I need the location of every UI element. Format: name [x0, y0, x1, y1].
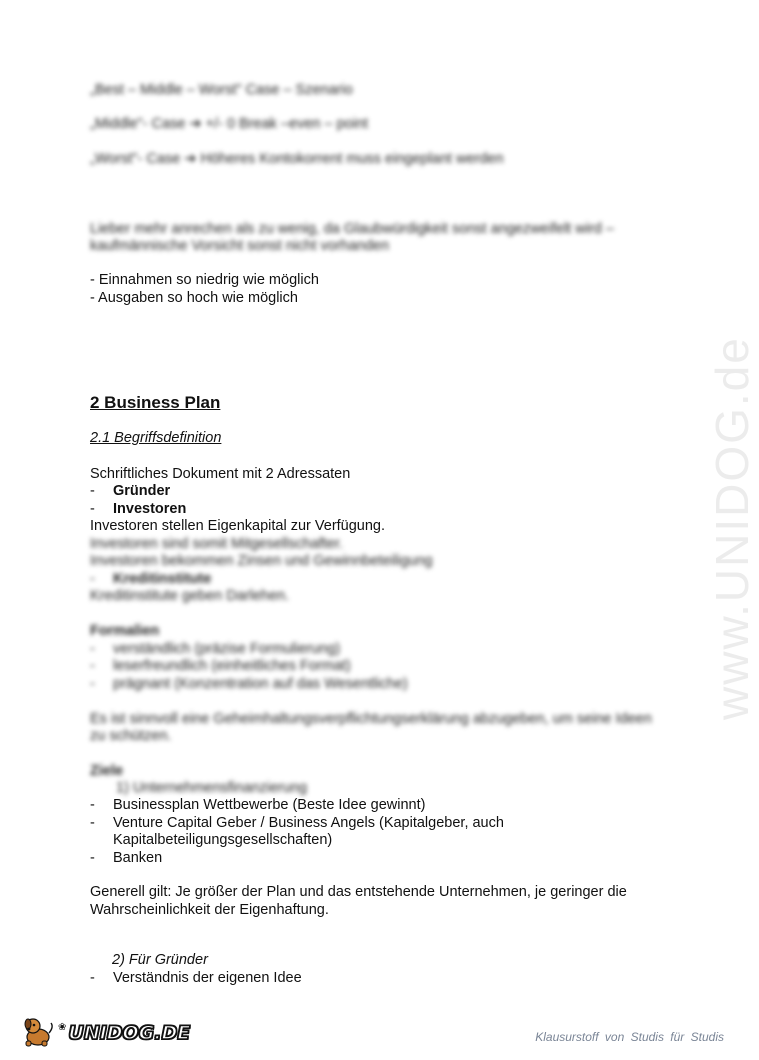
addressee-founder: Gründer [113, 483, 171, 499]
dog-icon [20, 1013, 56, 1053]
unidog-logo[interactable] [20, 1013, 190, 1053]
investors-line-1: Investoren stellen Eigenkapital zur Verfügung. [90, 518, 386, 534]
formalien-item: verständlich (präzise Formulierung) [113, 641, 341, 657]
secrecy-line-1: Es ist sinnvoll eine Geheimhaltungsverpflichtungserklärung abzugeben, um seine Ideen [90, 711, 652, 727]
scenario-title: „Best – Middle – Worst" Case – Szenario [90, 82, 353, 98]
general-line-1: Generell gilt: Je größer der Plan und das entstehende Unternehmen, je geringer die [90, 884, 627, 900]
list-dash: - [90, 641, 95, 657]
caution-line-1: Lieber mehr anrechen als zu wenig, da Glaubwürdigkeit sonst angezweifelt wird – [90, 221, 614, 237]
addressee-banks: Kreditinstitute [113, 571, 212, 587]
list-dash: - [90, 483, 95, 499]
rule-expenses: - Ausgaben so hoch wie möglich [90, 290, 298, 306]
addressee-investors: Investoren [113, 501, 187, 517]
investors-line-2: Investoren sind somit Mitgesellschafter. [90, 536, 344, 552]
ziele-item: Businessplan Wettbewerbe (Beste Idee gewinnt) [113, 797, 426, 813]
formalien-item: leserfreundlich (einheitliches Format) [113, 658, 351, 674]
ziele-item-continued: Kapitalbeteiligungsgesellschaften) [113, 832, 333, 848]
section-heading: 2 Business Plan [90, 393, 221, 412]
rule-income: - Einnahmen so niedrig wie möglich [90, 272, 319, 288]
formalien-heading: Formalien [90, 623, 160, 639]
kredit-line: Kreditinstitute geben Darlehen. [90, 588, 290, 604]
general-line-2: Wahrscheinlichkeit der Eigenhaftung. [90, 902, 329, 918]
list-dash: - [90, 970, 95, 986]
footer-tagline: Klausurstoff von Studis für Studis [535, 1030, 724, 1044]
watermark: www.UNIDOG.de [706, 336, 758, 720]
list-dash: - [90, 676, 95, 692]
ziele-heading: Ziele [90, 763, 124, 779]
fuer-gruender-heading: 2) Für Gründer [112, 952, 208, 968]
section-subheading: 2.1 Begriffsdefinition [90, 430, 222, 446]
caution-line-2: kaufmännische Vorsicht sonst nicht vorhanden [90, 238, 390, 254]
formalien-item: prägnant (Konzentration auf das Wesentliche) [113, 676, 408, 692]
list-dash: - [90, 850, 95, 866]
fuer-gruender-item: Verständnis der eigenen Idee [113, 970, 302, 986]
ziele-item: Banken [113, 850, 163, 866]
logo-text: UNIDOG.DE [68, 1022, 191, 1044]
list-dash: - [90, 797, 95, 813]
list-dash: - [90, 501, 95, 517]
secrecy-line-2: zu schützen. [90, 728, 172, 744]
addressees-intro: Schriftliches Dokument mit 2 Adressaten [90, 466, 351, 482]
paw-icon: ❀ [58, 1021, 67, 1033]
list-dash: - [90, 571, 95, 587]
ziele-sub-1: 1) Unternehmensfinanzierung [116, 780, 308, 796]
scenario-worst: „Worst"- Case ➔ Höheres Kontokorrent muss eingeplant werden [90, 151, 504, 167]
investors-line-3: Investoren bekommen Zinsen und Gewinnbeteiligung [90, 553, 433, 569]
list-dash: - [90, 658, 95, 674]
list-dash: - [90, 815, 95, 831]
ziele-item: Venture Capital Geber / Business Angels (Kapitalgeber, auch [113, 815, 504, 831]
scenario-middle: „Middle"- Case ➔ +/- 0 Break –even – point [90, 116, 369, 132]
